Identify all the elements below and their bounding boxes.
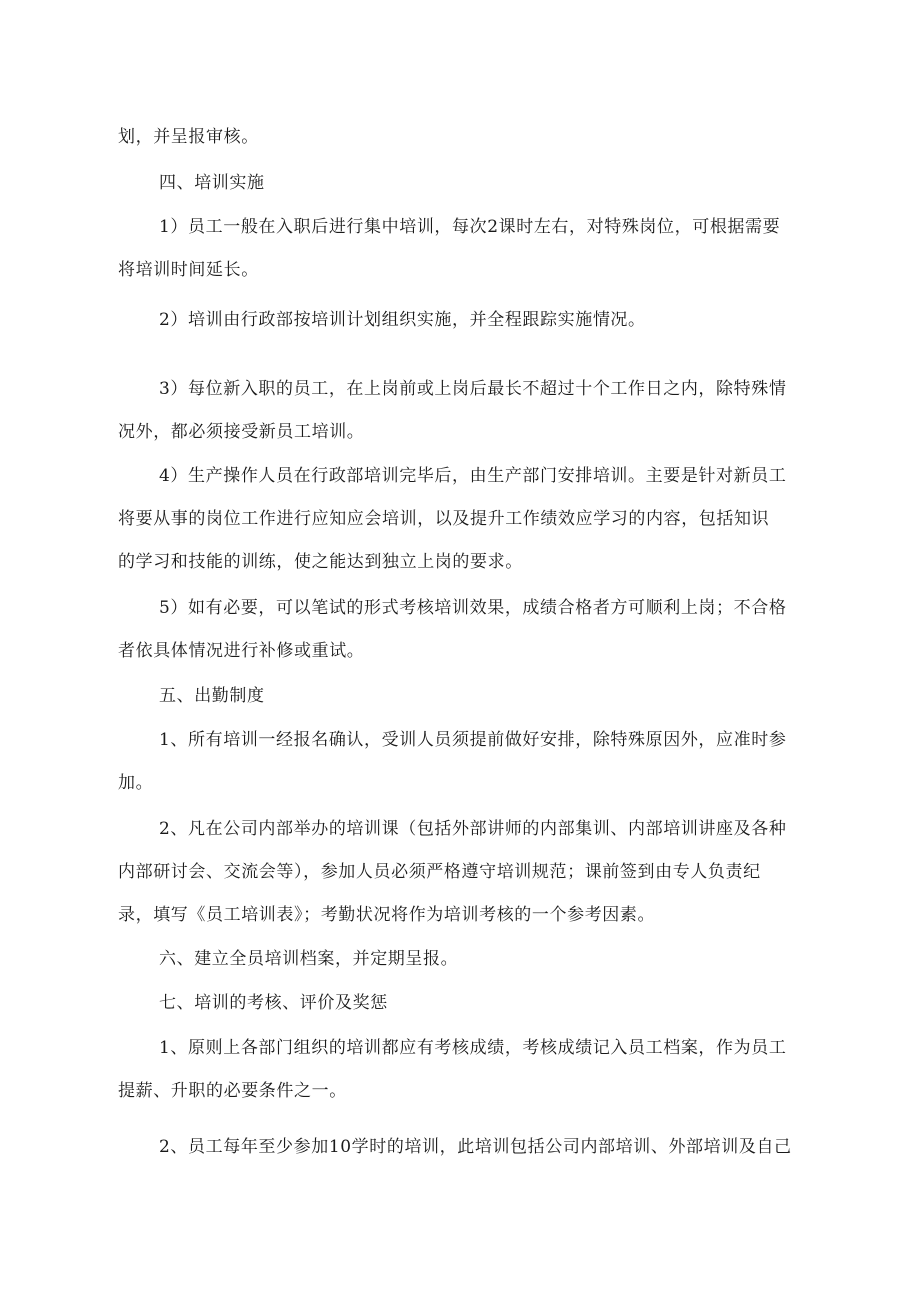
text-line: 内部研讨会、交流会等），参加人员必须严格遵守培训规范；课前签到由专人负责纪 — [118, 862, 761, 882]
text-line: 1、所有培训一经报名确认，受训人员须提前做好安排，除特殊原因外，应准时参 — [159, 730, 787, 750]
text-line: 将要从事的岗位工作进行应知应会培训，以及提升工作绩效应学习的内容，包括知识 — [118, 509, 770, 529]
text-line: 的学习和技能的训练，使之能达到独立上岗的要求。 — [118, 552, 523, 572]
section-heading: 六、建立全员培训档案，并定期呈报。 — [159, 949, 459, 969]
text-line: 5）如有必要，可以笔试的形式考核培训效果，成绩合格者方可顺利上岗；不合格 — [159, 598, 787, 618]
section-heading: 五、出勤制度 — [159, 686, 265, 706]
section-heading: 七、培训的考核、评价及奖惩 — [159, 993, 388, 1013]
text-line: 加。 — [118, 773, 154, 793]
section-heading: 四、培训实施 — [159, 173, 265, 193]
text-line: 4）生产操作人员在行政部培训完毕后，由生产部门安排培训。主要是针对新员工 — [159, 466, 787, 486]
text-line: 录，填写《员工培训表》；考勤状况将作为培训考核的一个参考因素。 — [118, 905, 656, 925]
text-line: 况外，都必须接受新员工培训。 — [118, 422, 365, 442]
text-line: 2、凡在公司内部举办的培训课（包括外部讲师的内部集训、内部培训讲座及各种 — [159, 819, 787, 839]
text-line: 2）培训由行政部按培训计划组织实施，并全程跟踪实施情况。 — [159, 310, 646, 330]
text-line: 3）每位新入职的员工，在上岗前或上岗后最长不超过十个工作日之内，除特殊情 — [159, 379, 787, 399]
text-line: 1、原则上各部门组织的培训都应有考核成绩，考核成绩记入员工档案，作为员工 — [159, 1038, 787, 1058]
text-line: 2、员工每年至少参加10学时的培训，此培训包括公司内部培训、外部培训及自己 — [159, 1137, 792, 1157]
text-line: 提薪、升职的必要条件之一。 — [118, 1081, 347, 1101]
text-line: 者依具体情况进行补修或重试。 — [118, 641, 365, 661]
text-line: 1）员工一般在入职后进行集中培训，每次2课时左右，对特殊岗位，可根据需要 — [159, 217, 781, 237]
text-line: 将培训时间延长。 — [118, 260, 259, 280]
text-line: 划，并呈报审核。 — [118, 127, 259, 147]
